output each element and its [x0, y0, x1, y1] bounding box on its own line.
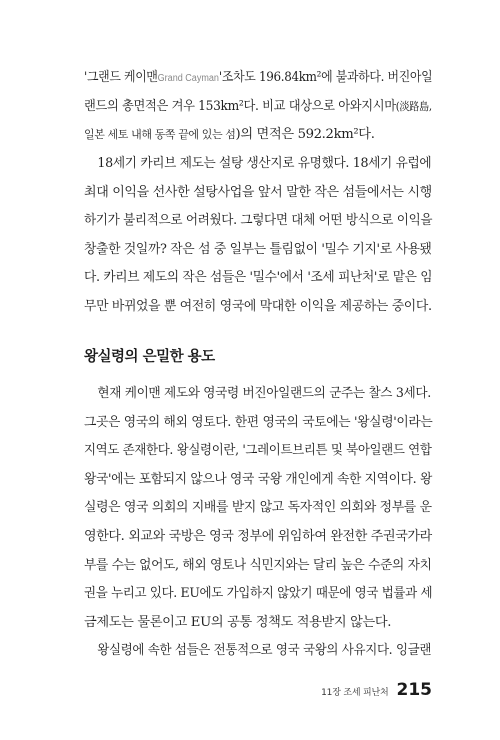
- text-line: 창출한 것일까? 작은 섬 중 일부는 틀림없이 '밀수 기지'로 사용됐: [84, 241, 432, 257]
- paragraph-crown-dependencies: [84, 380, 432, 637]
- text-segment: '그랜드 케이맨: [84, 70, 158, 85]
- text-line: 무만 바뀌었을 뿐 여전히 영국에 막대한 이익을 제공하는 중이다.: [84, 298, 432, 314]
- text-line: 그곳은 영국의 해외 영토다. 한편 영국의 국토에는 '왕실령'이라는: [84, 414, 433, 430]
- text-line: 왕국'에는 포함되지 않으나 영국 국왕 개인에게 속한 지역이다. 왕: [84, 471, 432, 487]
- latin-annotation: Grand Cayman: [157, 73, 219, 84]
- text-line: 최대 이익을 선사한 설탕사업을 앞서 말한 작은 섬들에서는 시행: [84, 184, 432, 200]
- text-line: 왕실령에 속한 섬들은 전통적으로 영국 국왕의 사유지다. 잉글랜: [97, 643, 432, 658]
- text-line: 18세기 카리브 제도는 설탕 생산지로 유명했다. 18세기 유럽에: [97, 156, 432, 171]
- text-segment: )의 면적은 592.2km²다.: [235, 127, 375, 143]
- gloss-text: (淡路島,: [395, 99, 432, 113]
- paragraph-continued: [84, 64, 432, 150]
- text-line: 하기가 불리적으로 어려웠다. 그렇다면 대체 어떤 방식으로 이익을: [84, 213, 433, 229]
- text-segment: 랜드의 총면적은 겨우 153km²다. 비교 대상으로 아와지시마: [84, 98, 396, 114]
- text-line: [84, 64, 433, 93]
- text-line: 지역도 존재한다. 왕실령이란, '그레이트브리튼 및 북아일랜드 연합: [84, 443, 432, 459]
- text-line: [84, 121, 432, 150]
- text-line: 다. 카리브 제도의 작은 섬들은 '밀수'에서 '조세 피난처'로 맡은 임: [84, 270, 433, 286]
- section-heading: 왕실령의 은밀한 용도: [84, 349, 215, 365]
- text-line: 실령은 영국 의회의 지배를 받지 않고 독자적인 의회와 정부를 운: [84, 500, 432, 516]
- chapter-label: 11장 조세 피난처: [321, 688, 389, 698]
- text-line: 현재 케이맨 제도와 영국령 버진아일랜드의 군주는 찰스 3세다.: [97, 386, 431, 401]
- page-number: 215: [396, 680, 432, 700]
- paragraph-royal-estates: [84, 637, 432, 666]
- text-segment: '조차도 196.84km²에 불과하다. 버진아일: [218, 70, 433, 85]
- page-footer: [321, 680, 432, 700]
- text-line: 부를 수는 없어도, 해외 영토나 식민지와는 달리 높은 수준의 자치: [84, 557, 432, 573]
- paragraph-sugar-trade: [84, 150, 432, 322]
- text-line: 금제도는 물론이고 EU의 공통 정책도 적용받지 않는다.: [84, 614, 392, 630]
- gloss-text: 일본 세토 내해 동쪽 끝에 있는 섬: [84, 128, 236, 142]
- text-line: 영한다. 외교와 국방은 영국 정부에 위임하여 완전한 주권국가라: [84, 528, 432, 544]
- text-line: [84, 93, 432, 122]
- text-line: 권을 누리고 있다. EU에도 가입하지 않았기 때문에 영국 법률과 세: [84, 586, 433, 602]
